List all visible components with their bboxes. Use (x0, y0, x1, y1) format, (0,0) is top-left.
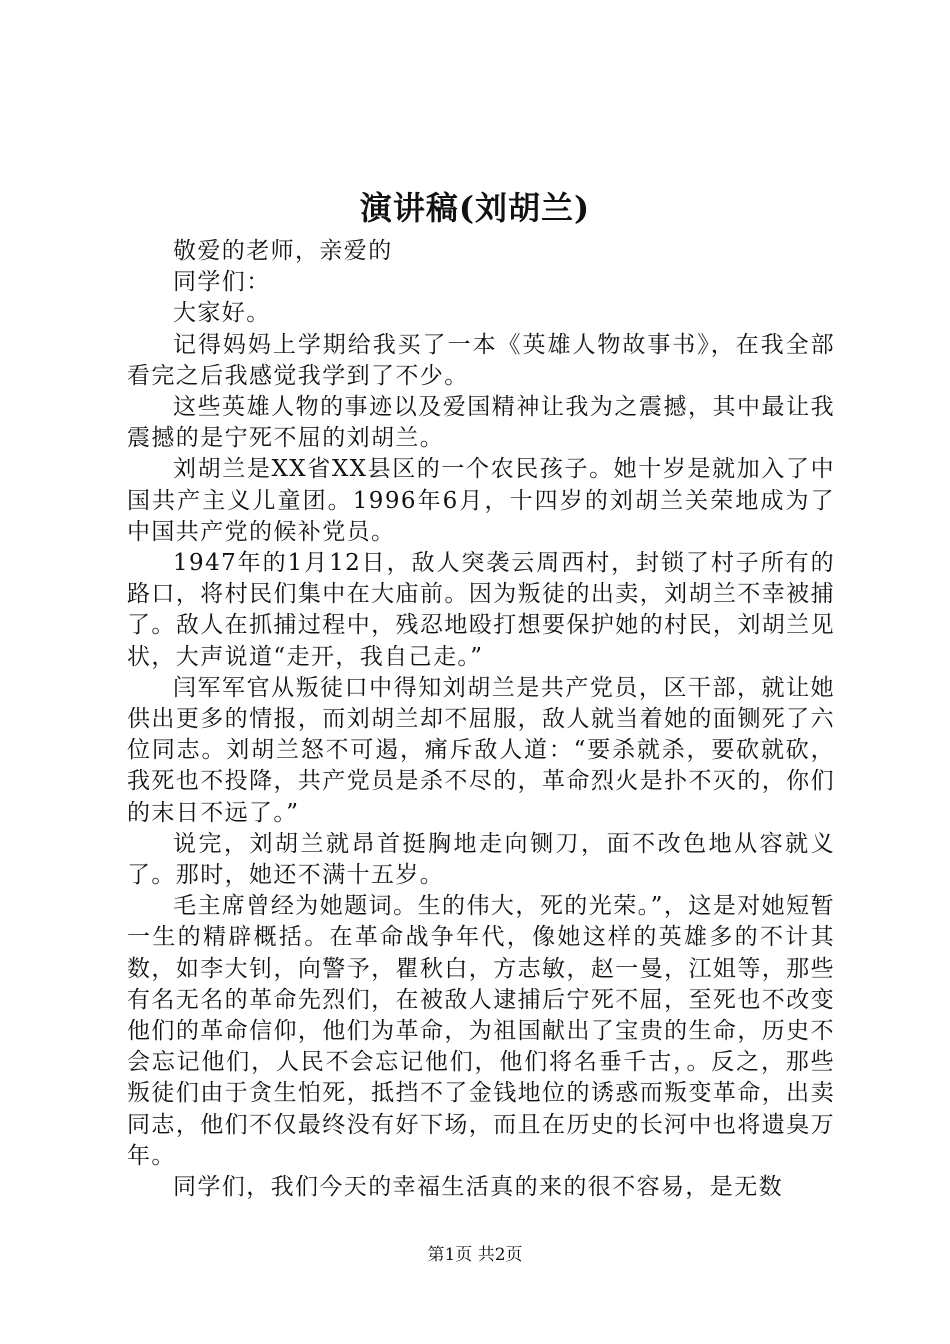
paragraph: 1947年的1月12日，敌人突袭云周西村，封锁了村子所有的路口，将村民们集中在大庙前。因为叛徒的出卖，刘胡兰不幸被捕了。敌人在抓捕过程中，残忍地殴打想要保护她的村民，刘胡兰见状，大声说道“走开，我自己走。” (127, 550, 835, 670)
paragraph: 闫军军官从叛徒口中得知刘胡兰是共产党员，区干部，就让她供出更多的情报，而刘胡兰却不屈服，敌人就当着她的面铡死了六位同志。刘胡兰怒不可遏，痛斥敌人道：“要杀就杀，要砍就砍，我死也不投降，共产党员是杀不尽的，革命烈火是扑不灭的，你们的末日不远了。” (127, 674, 835, 826)
paragraph: 刘胡兰是XX省XX县区的一个农民孩子。她十岁是就加入了中国共产主义儿童团。1996年6月，十四岁的刘胡兰关荣地成为了中国共产党的候补党员。 (127, 456, 835, 545)
paragraph: 说完，刘胡兰就昂首挺胸地走向铡刀，面不改色地从容就义了。那时，她还不满十五岁。 (127, 830, 835, 889)
paragraph-greeting-1: 敬爱的老师，亲爱的 (173, 238, 393, 264)
paragraph: 同学们，我们今天的幸福生活真的来的很不容易，是无数 (173, 1174, 783, 1201)
paragraph: 毛主席曾经为她题词。生的伟大，死的光荣。”，这是对她短暂一生的精辟概括。在革命战争年代，像她这样的英雄多的不计其数，如李大钊，向警予，瞿秋白，方志敏，赵一曼，江姐等，那些有名无名的革命先烈们，在被敌人逮捕后宁死不屈，至死也不改变他们的革命信仰，他们为革命，为祖国献出了宝贵的生命，历史不会忘记他们，人民不会忘记他们，他们将名垂千古，。反之，那些叛徒们由于贪生怕死，抵挡不了金钱地位的诱惑而叛变革命，出卖同志，他们不仅最终没有好下场，而且在历史的长河中也将遗臭万年。 (127, 893, 835, 1169)
paragraph-greeting-2: 同学们： (173, 269, 271, 296)
document-title: 演讲稿(刘胡兰) (359, 189, 591, 227)
page-footer: 第1页 共2页 (427, 1245, 523, 1265)
paragraph-greeting-3: 大家好。 (173, 300, 271, 327)
document-body (127, 236, 835, 1203)
paragraph: 这些英雄人物的事迹以及爱国精神让我为之震撼，其中最让我震撼的是宁死不屈的刘胡兰。 (127, 394, 835, 452)
paragraph: 记得妈妈上学期给我买了一本《英雄人物故事书》，在我全部看完之后我感觉我学到了不少。 (127, 331, 835, 389)
